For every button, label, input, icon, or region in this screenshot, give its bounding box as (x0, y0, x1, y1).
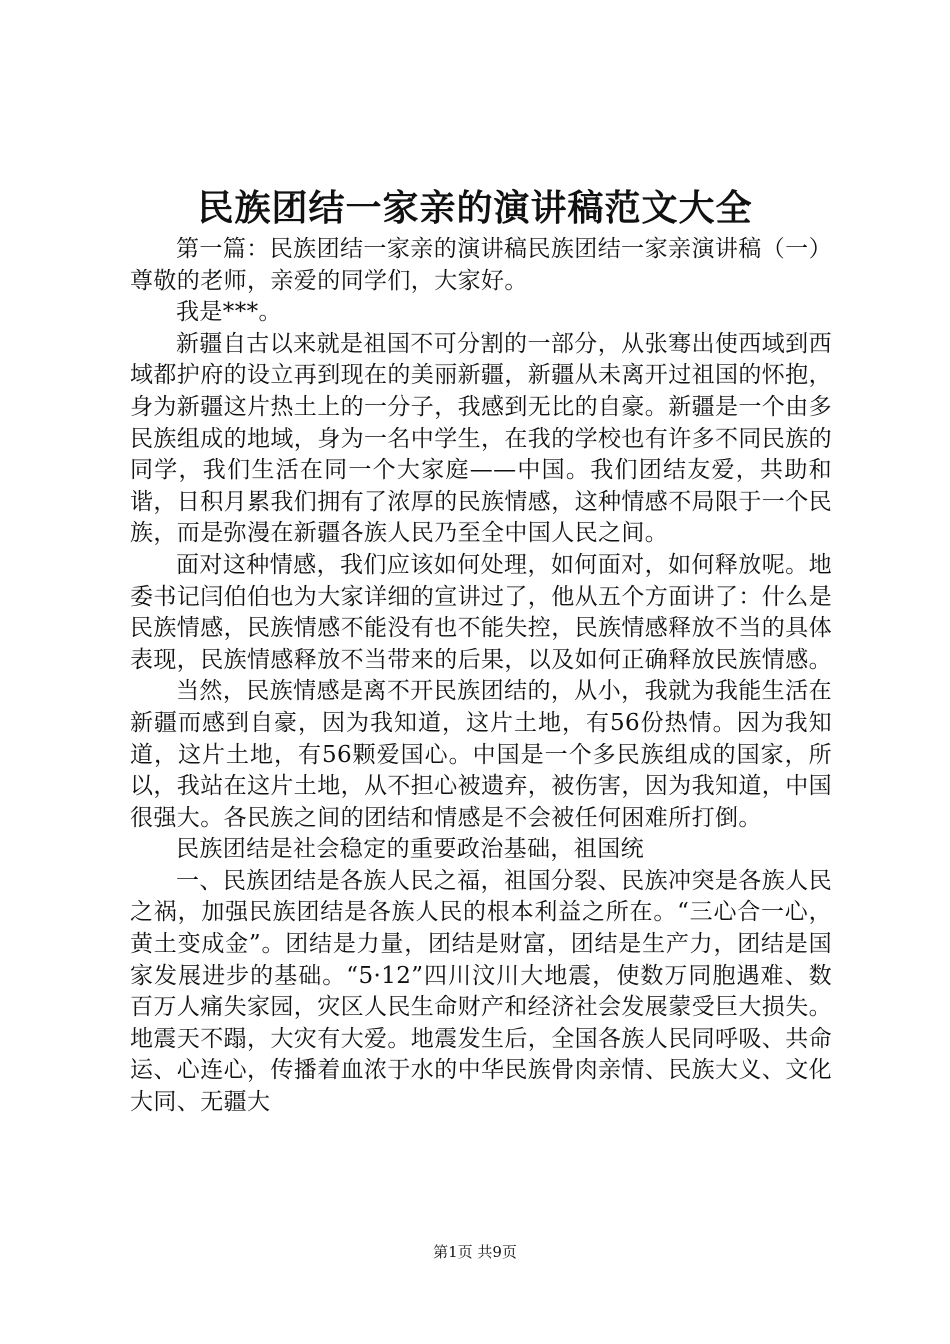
document-body (130, 234, 832, 1119)
document-title: 民族团结一家亲的演讲稿范文大全 (197, 187, 753, 229)
page-footer: 第1页 共9页 (433, 1243, 517, 1261)
paragraph-5: 当然，民族情感是离不开民族团结的，从小，我就为我能生活在新疆而感到自豪，因为我知道，这片土地，有56份热情。因为我知道，这片土地，有56颗爱国心。中国是一个多民族组成的国家，所以，我站在这片土地，从不担心被遗弃，被伤害，因为我知道，中国很强大。各民族之间的团结和情感是不会被任何困难所打倒。 (130, 678, 832, 831)
paragraph-6: 民族团结是社会稳定的重要政治基础，祖国统 (176, 836, 644, 863)
paragraph-3: 新疆自古以来就是祖国不可分割的一部分，从张骞出使西域到西域都护府的设立再到现在的美丽新疆，新疆从未离开过祖国的怀抱，身为新疆这片热土上的一分子，我感到无比的自豪。新疆是一个由多民族组成的地域，身为一名中学生，在我的学校也有许多不同民族的同学，我们生活在同一个大家庭——中国。我们团结友爱，共助和谐，日积月累我们拥有了浓厚的民族情感，这种情感不局限于一个民族，而是弥漫在新疆各族人民乃至全中国人民之间。 (130, 330, 832, 547)
paragraph-1: 第一篇：民族团结一家亲的演讲稿民族团结一家亲演讲稿（一）尊敬的老师，亲爱的同学们，大家好。 (130, 236, 832, 294)
paragraph-4: 面对这种情感，我们应该如何处理，如何面对，如何释放呢。地委书记闫伯伯也为大家详细的宣讲过了，他从五个方面讲了：什么是民族情感，民族情感不能没有也不能失控，民族情感释放不当的具体表现，民族情感释放不当带来的后果，以及如何正确释放民族情感。 (130, 551, 832, 673)
paragraph-7: 一、民族团结是各族人民之福，祖国分裂、民族冲突是各族人民之祸，加强民族团结是各族人民的根本利益之所在。“三心合一心，黄土变成金”。团结是力量，团结是财富，团结是生产力，团结是国家发展进步的基础。“5·12”四川汶川大地震，使数万同胞遇难、数百万人痛失家园，灾区人民生命财产和经济社会发展蒙受巨大损失。地震天不蹋，大灾有大爱。地震发生后，全国各族人民同呼吸、共命运、心连心，传播着血浓于水的中华民族骨肉亲情、民族大义、文化大同、无疆大 (130, 867, 832, 1116)
paragraph-2: 我是***。 (176, 299, 282, 326)
